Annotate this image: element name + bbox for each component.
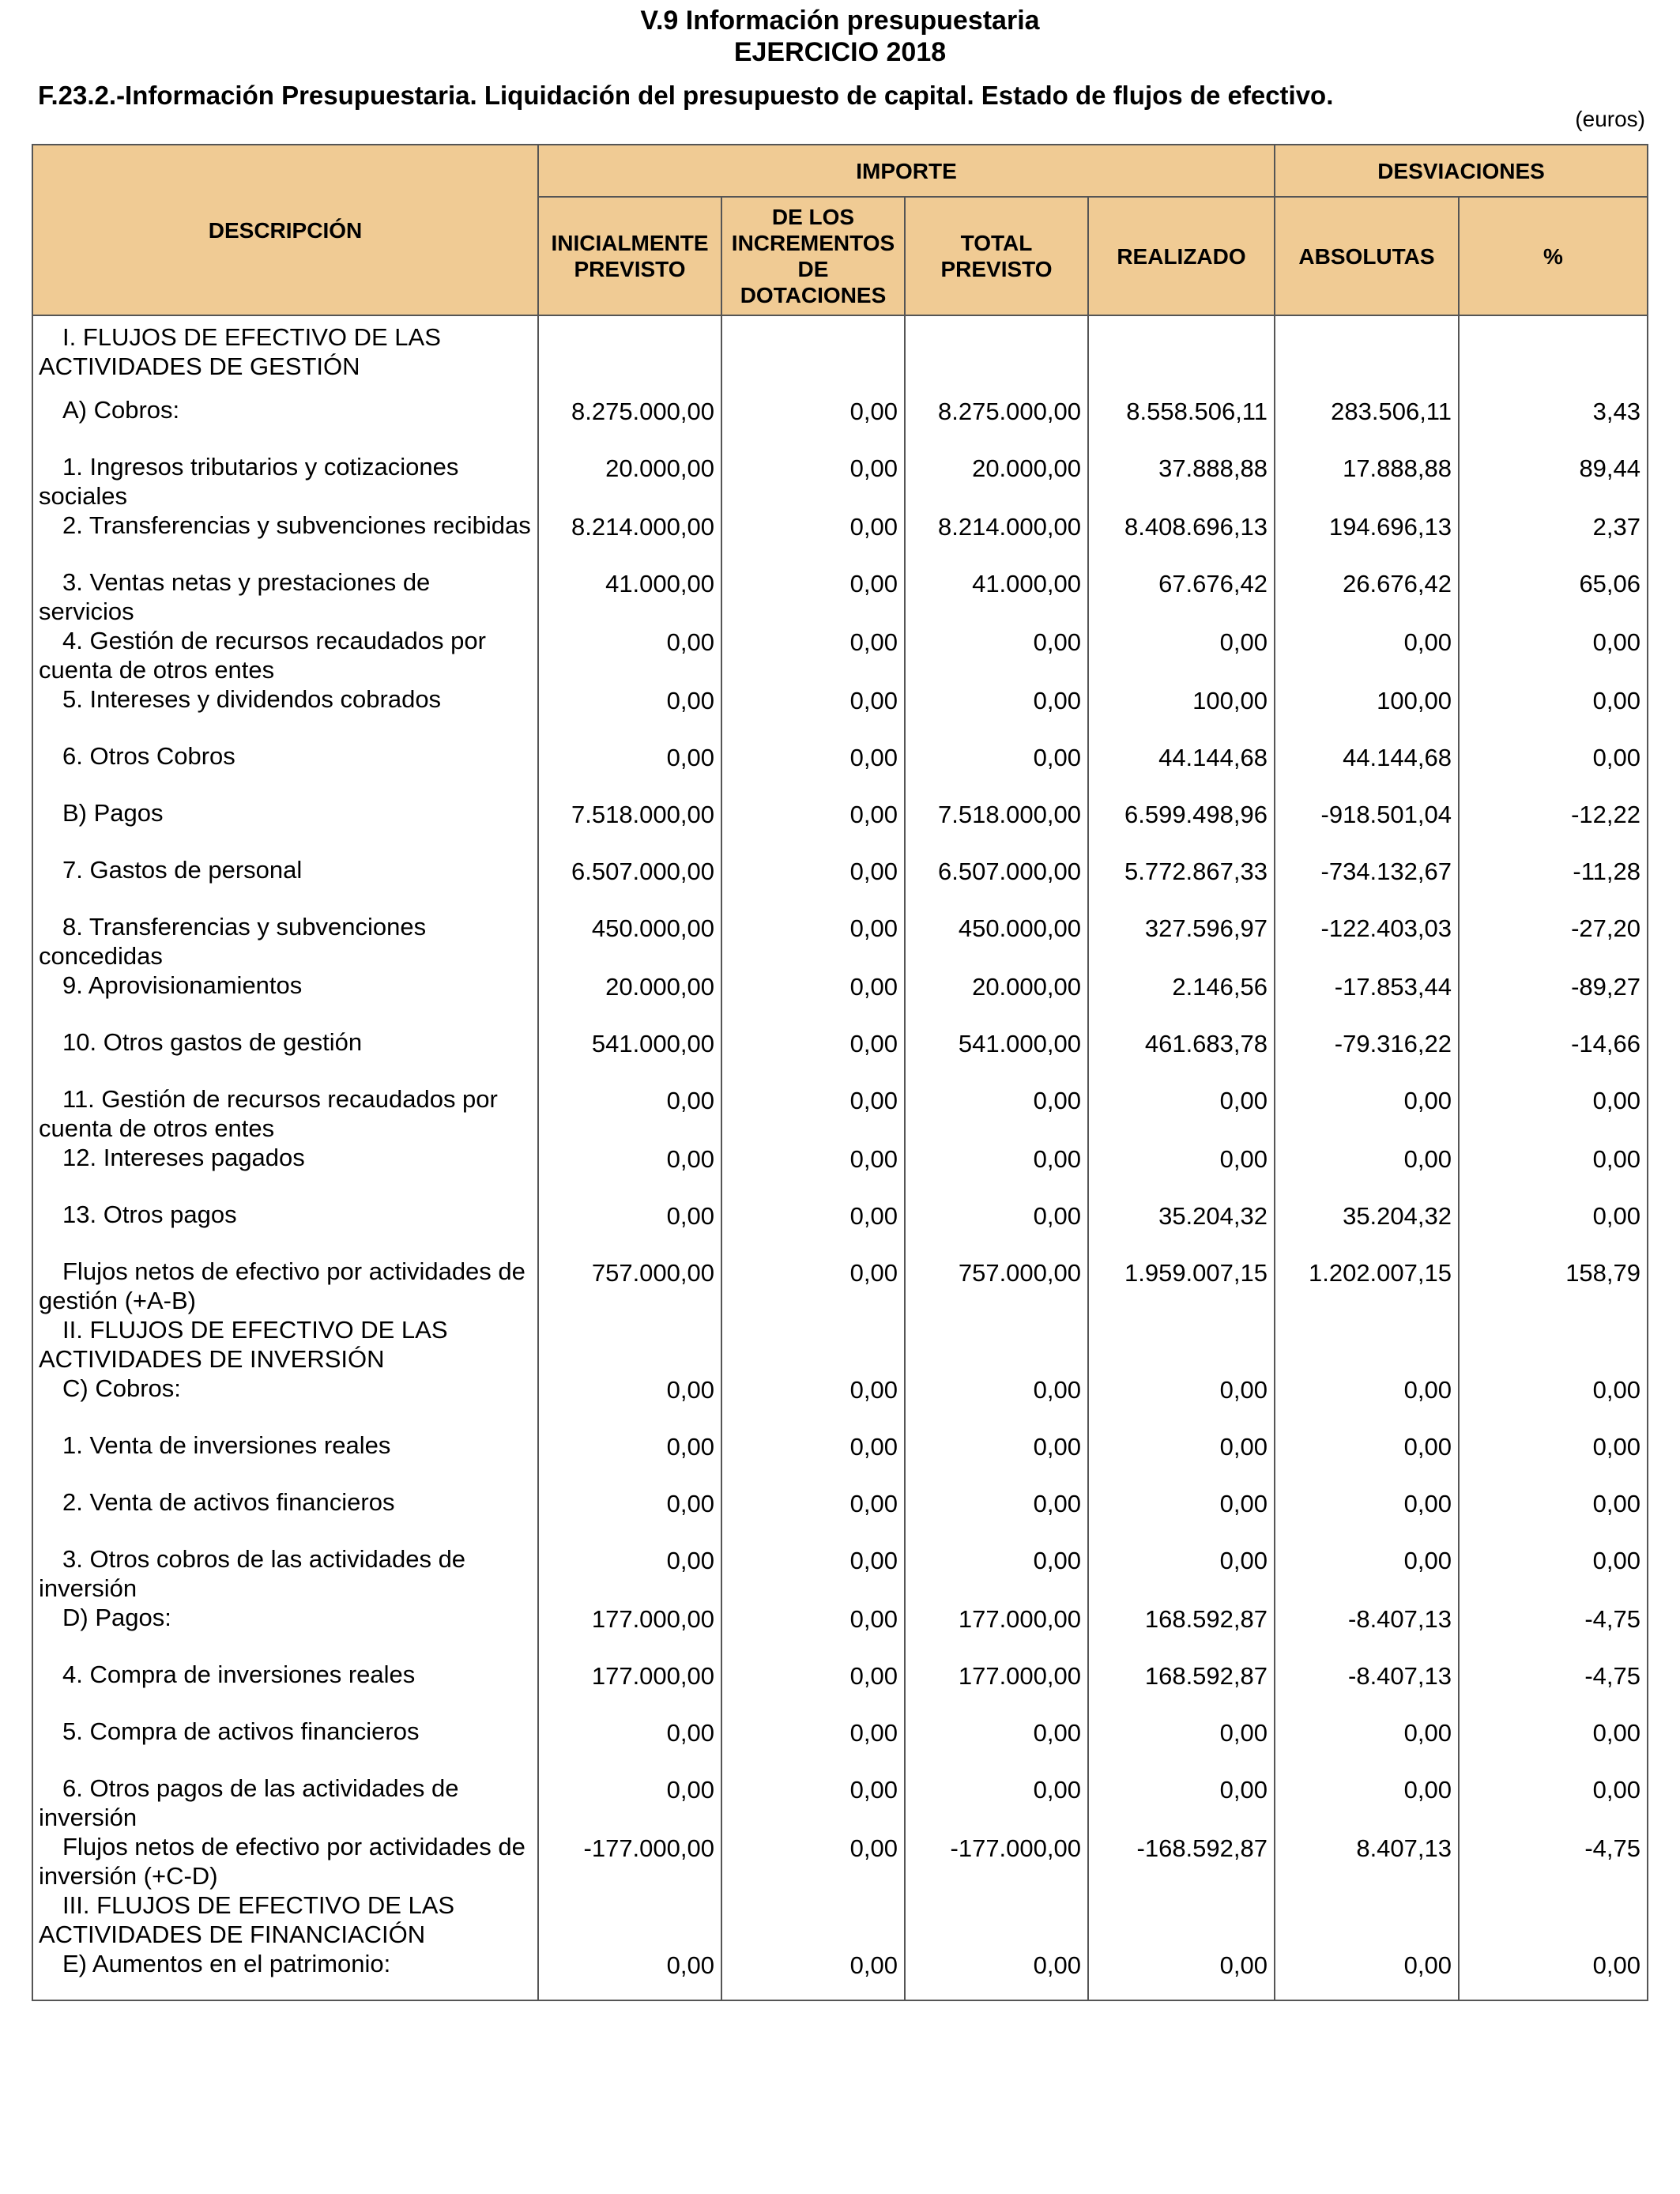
row-description: E) Aumentos en el patrimonio: (32, 1949, 538, 2000)
row-value: 100,00 (1088, 684, 1275, 741)
row-value (1459, 315, 1648, 395)
row-value: 89,44 (1459, 452, 1648, 511)
row-value: 0,00 (721, 912, 905, 971)
row-value: 0,00 (1088, 626, 1275, 684)
row-description: II. FLUJOS DE EFECTIVO DE LAS ACTIVIDADES DE INVERSIÓN (32, 1315, 538, 1374)
row-description: B) Pagos (32, 798, 538, 855)
row-description: 6. Otros Cobros (32, 741, 538, 798)
col-descripcion: DESCRIPCIÓN (32, 145, 538, 315)
row-description: 7. Gastos de personal (32, 855, 538, 912)
row-value: -89,27 (1459, 971, 1648, 1027)
table-row (32, 315, 1648, 395)
row-value: 0,00 (1459, 684, 1648, 741)
row-value (721, 315, 905, 395)
row-value: 0,00 (905, 1374, 1088, 1431)
row-description: I. FLUJOS DE EFECTIVO DE LAS ACTIVIDADES DE GESTIÓN (32, 315, 538, 395)
row-value: 757.000,00 (538, 1257, 721, 1315)
table-row (32, 1891, 1648, 1949)
row-value: 0,00 (1275, 1544, 1459, 1603)
row-description: 5. Intereses y dividendos cobrados (32, 684, 538, 741)
row-value: -17.853,44 (1275, 971, 1459, 1027)
row-value: 0,00 (721, 684, 905, 741)
row-description: 13. Otros pagos (32, 1200, 538, 1257)
row-value: 2.146,56 (1088, 971, 1275, 1027)
col-incrementos-dotaciones: DE LOS INCREMENTOS DE DOTACIONES (721, 197, 905, 315)
row-value (1088, 315, 1275, 395)
row-value: 0,00 (721, 971, 905, 1027)
row-description: III. FLUJOS DE EFECTIVO DE LAS ACTIVIDADES DE FINANCIACIÓN (32, 1891, 538, 1949)
row-value (1459, 1891, 1648, 1949)
row-value: 8.407,13 (1275, 1832, 1459, 1891)
row-value: 0,00 (1459, 1949, 1648, 2000)
row-value: 1.959.007,15 (1088, 1257, 1275, 1315)
row-value: -168.592,87 (1088, 1832, 1275, 1891)
row-value: -122.403,03 (1275, 912, 1459, 971)
table-row (32, 1027, 1648, 1084)
row-value: 0,00 (1088, 1431, 1275, 1487)
row-value: 0,00 (1275, 1084, 1459, 1143)
row-value: 6.507.000,00 (905, 855, 1088, 912)
row-value (721, 1315, 905, 1374)
row-value: 0,00 (721, 1431, 905, 1487)
row-value: 8.408.696,13 (1088, 511, 1275, 567)
row-description: 6. Otros pagos de las actividades de inversión (32, 1774, 538, 1832)
row-value: 0,00 (721, 1660, 905, 1717)
col-absolutas: ABSOLUTAS (1275, 197, 1459, 315)
row-value: 0,00 (905, 1431, 1088, 1487)
row-value: 0,00 (721, 1027, 905, 1084)
row-value: 0,00 (905, 1717, 1088, 1774)
row-value: 20.000,00 (538, 452, 721, 511)
row-value: 0,00 (905, 684, 1088, 741)
row-value: 0,00 (905, 1084, 1088, 1143)
table-row (32, 395, 1648, 452)
row-description: 3. Otros cobros de las actividades de inversión (32, 1544, 538, 1603)
row-value: 0,00 (905, 1200, 1088, 1257)
row-value: -734.132,67 (1275, 855, 1459, 912)
row-value: 177.000,00 (538, 1660, 721, 1717)
table-row (32, 1084, 1648, 1143)
row-value: -79.316,22 (1275, 1027, 1459, 1084)
col-group-desviaciones: DESVIACIONES (1275, 145, 1648, 197)
row-value: 283.506,11 (1275, 395, 1459, 452)
row-value (905, 1315, 1088, 1374)
col-realizado: REALIZADO (1088, 197, 1275, 315)
row-value: 0,00 (1459, 1431, 1648, 1487)
row-value: 0,00 (1275, 1487, 1459, 1544)
row-value: 541.000,00 (538, 1027, 721, 1084)
row-value: -177.000,00 (538, 1832, 721, 1891)
row-description: 12. Intereses pagados (32, 1143, 538, 1200)
row-value: 0,00 (1088, 1143, 1275, 1200)
row-value: 17.888,88 (1275, 452, 1459, 511)
row-value: 0,00 (721, 1603, 905, 1660)
row-value: -177.000,00 (905, 1832, 1088, 1891)
row-description: Flujos netos de efectivo por actividades de inversión (+C-D) (32, 1832, 538, 1891)
row-value: 0,00 (538, 1487, 721, 1544)
row-value: 0,00 (538, 1143, 721, 1200)
row-value: -14,66 (1459, 1027, 1648, 1084)
row-value: 8.275.000,00 (905, 395, 1088, 452)
row-value: 0,00 (1459, 1487, 1648, 1544)
row-description: 1. Venta de inversiones reales (32, 1431, 538, 1487)
row-value: 8.558.506,11 (1088, 395, 1275, 452)
row-value: 0,00 (905, 1143, 1088, 1200)
row-value: 44.144,68 (1275, 741, 1459, 798)
row-value: 757.000,00 (905, 1257, 1088, 1315)
header-row-groups (32, 145, 1648, 197)
row-description: 4. Gestión de recursos recaudados por cuenta de otros entes (32, 626, 538, 684)
row-value: 0,00 (538, 1774, 721, 1832)
row-value: 0,00 (721, 1487, 905, 1544)
table-row (32, 684, 1648, 741)
row-value: 0,00 (1275, 1949, 1459, 2000)
table-row (32, 1717, 1648, 1774)
row-value: 0,00 (1088, 1544, 1275, 1603)
cash-flow-table (32, 144, 1648, 2001)
row-value: 0,00 (538, 1084, 721, 1143)
row-value: 0,00 (721, 1200, 905, 1257)
row-value: 65,06 (1459, 567, 1648, 626)
row-value: 8.214.000,00 (538, 511, 721, 567)
exercise-year: EJERCICIO 2018 (733, 37, 947, 67)
row-value (538, 1315, 721, 1374)
table-row (32, 855, 1648, 912)
row-value: 0,00 (721, 1143, 905, 1200)
table-row (32, 626, 1648, 684)
row-value: 177.000,00 (905, 1603, 1088, 1660)
row-value: 0,00 (1275, 1431, 1459, 1487)
row-value: 6.507.000,00 (538, 855, 721, 912)
row-value: 0,00 (905, 741, 1088, 798)
row-value: 8.214.000,00 (905, 511, 1088, 567)
row-value: 0,00 (1459, 1717, 1648, 1774)
row-value: 177.000,00 (538, 1603, 721, 1660)
table-row (32, 1374, 1648, 1431)
row-value (905, 1891, 1088, 1949)
row-value: 0,00 (721, 855, 905, 912)
row-value: 0,00 (1459, 1084, 1648, 1143)
row-value (1275, 315, 1459, 395)
row-value: 0,00 (721, 1374, 905, 1431)
row-value: 35.204,32 (1088, 1200, 1275, 1257)
table-row (32, 1143, 1648, 1200)
row-value: 0,00 (538, 1717, 721, 1774)
row-value (905, 315, 1088, 395)
row-description: Flujos netos de efectivo por actividades de gestión (+A-B) (32, 1257, 538, 1315)
row-value: 0,00 (721, 1257, 905, 1315)
row-value: 0,00 (1459, 1544, 1648, 1603)
row-value: 168.592,87 (1088, 1660, 1275, 1717)
row-value: 158,79 (1459, 1257, 1648, 1315)
row-value: -8.407,13 (1275, 1603, 1459, 1660)
row-value: 0,00 (1459, 1143, 1648, 1200)
table-row (32, 511, 1648, 567)
row-value (1088, 1315, 1275, 1374)
row-value: 0,00 (905, 1949, 1088, 2000)
row-value (1275, 1315, 1459, 1374)
row-value: 0,00 (1275, 1143, 1459, 1200)
table-row (32, 1315, 1648, 1374)
row-value: 177.000,00 (905, 1660, 1088, 1717)
row-value: 37.888,88 (1088, 452, 1275, 511)
row-value: 26.676,42 (1275, 567, 1459, 626)
row-value: 0,00 (721, 1084, 905, 1143)
row-value: -27,20 (1459, 912, 1648, 971)
row-description: 11. Gestión de recursos recaudados por cuenta de otros entes (32, 1084, 538, 1143)
row-value: 67.676,42 (1088, 567, 1275, 626)
row-value: 0,00 (721, 626, 905, 684)
row-description: 5. Compra de activos financieros (32, 1717, 538, 1774)
row-value: 0,00 (538, 1949, 721, 2000)
row-value: 41.000,00 (905, 567, 1088, 626)
row-value: 0,00 (905, 1544, 1088, 1603)
table-row (32, 798, 1648, 855)
row-value: 3,43 (1459, 395, 1648, 452)
table-row (32, 971, 1648, 1027)
row-description: 8. Transferencias y subvenciones concedidas (32, 912, 538, 971)
table-row (32, 1544, 1648, 1603)
row-description: 2. Venta de activos financieros (32, 1487, 538, 1544)
row-value: 0,00 (721, 567, 905, 626)
report-subtitle: F.23.2.-Información Presupuestaria. Liquidación del presupuesto de capital. Estado de flujos de efectivo. (38, 81, 1334, 110)
row-value: 0,00 (905, 626, 1088, 684)
row-value: 0,00 (1088, 1374, 1275, 1431)
row-value: 0,00 (1459, 1774, 1648, 1832)
row-value: 0,00 (721, 1949, 905, 2000)
col-inicialmente-previsto: INICIALMENTE PREVISTO (538, 197, 721, 315)
row-value (1275, 1891, 1459, 1949)
row-value: 0,00 (721, 1544, 905, 1603)
row-value: 541.000,00 (905, 1027, 1088, 1084)
row-value: 0,00 (1459, 1374, 1648, 1431)
table-row (32, 1603, 1648, 1660)
row-value (538, 1891, 721, 1949)
row-value: 7.518.000,00 (538, 798, 721, 855)
table-row (32, 567, 1648, 626)
table-row (32, 1200, 1648, 1257)
row-value: 0,00 (538, 1374, 721, 1431)
units-label: (euros) (1575, 107, 1645, 131)
row-value: 0,00 (721, 1774, 905, 1832)
row-value: 0,00 (1459, 741, 1648, 798)
row-value: -4,75 (1459, 1603, 1648, 1660)
row-value: 20.000,00 (538, 971, 721, 1027)
row-value: 0,00 (905, 1487, 1088, 1544)
row-value: 6.599.498,96 (1088, 798, 1275, 855)
row-value: 0,00 (538, 1200, 721, 1257)
table-row (32, 1832, 1648, 1891)
table-row (32, 1774, 1648, 1832)
row-value (1088, 1891, 1275, 1949)
row-value: 461.683,78 (1088, 1027, 1275, 1084)
col-total-previsto: TOTAL PREVISTO (905, 197, 1088, 315)
row-value: 8.275.000,00 (538, 395, 721, 452)
row-value: 0,00 (721, 511, 905, 567)
row-description: 10. Otros gastos de gestión (32, 1027, 538, 1084)
row-value: -4,75 (1459, 1660, 1648, 1717)
row-value (721, 1891, 905, 1949)
page-title: V.9 Información presupuestaria (640, 6, 1040, 36)
row-value: 5.772.867,33 (1088, 855, 1275, 912)
row-value: 0,00 (1275, 1717, 1459, 1774)
row-description: C) Cobros: (32, 1374, 538, 1431)
row-value (538, 315, 721, 395)
row-value: 0,00 (1088, 1774, 1275, 1832)
row-value: -918.501,04 (1275, 798, 1459, 855)
row-value: 7.518.000,00 (905, 798, 1088, 855)
row-description: A) Cobros: (32, 395, 538, 452)
row-value: 0,00 (538, 684, 721, 741)
row-value: 0,00 (1088, 1717, 1275, 1774)
row-value: 20.000,00 (905, 452, 1088, 511)
row-description: 9. Aprovisionamientos (32, 971, 538, 1027)
row-value: 0,00 (1275, 1774, 1459, 1832)
row-value: 0,00 (538, 1544, 721, 1603)
row-value: 0,00 (538, 1431, 721, 1487)
table-row (32, 741, 1648, 798)
row-value: -8.407,13 (1275, 1660, 1459, 1717)
row-description: 1. Ingresos tributarios y cotizaciones sociales (32, 452, 538, 511)
row-value: 35.204,32 (1275, 1200, 1459, 1257)
row-value: 327.596,97 (1088, 912, 1275, 971)
row-description: 3. Ventas netas y prestaciones de servicios (32, 567, 538, 626)
row-description: 4. Compra de inversiones reales (32, 1660, 538, 1717)
row-value: 450.000,00 (905, 912, 1088, 971)
table-row (32, 1431, 1648, 1487)
row-value (1459, 1315, 1648, 1374)
row-value: 0,00 (721, 452, 905, 511)
row-value: 0,00 (1088, 1949, 1275, 2000)
row-value: 0,00 (1088, 1487, 1275, 1544)
row-value: 20.000,00 (905, 971, 1088, 1027)
col-porcentaje: % (1459, 197, 1648, 315)
col-group-importe: IMPORTE (538, 145, 1275, 197)
table-row (32, 1487, 1648, 1544)
table-row (32, 1660, 1648, 1717)
row-value: 0,00 (1275, 1374, 1459, 1431)
row-value: 0,00 (538, 741, 721, 798)
row-value: 1.202.007,15 (1275, 1257, 1459, 1315)
row-value: -11,28 (1459, 855, 1648, 912)
row-value: 0,00 (1459, 626, 1648, 684)
table-row (32, 1949, 1648, 2000)
table-row (32, 452, 1648, 511)
row-value: 41.000,00 (538, 567, 721, 626)
table-row (32, 1257, 1648, 1315)
row-value: 2,37 (1459, 511, 1648, 567)
row-value: 0,00 (721, 395, 905, 452)
row-value: 168.592,87 (1088, 1603, 1275, 1660)
row-value: 0,00 (721, 741, 905, 798)
row-value: -4,75 (1459, 1832, 1648, 1891)
row-value: 194.696,13 (1275, 511, 1459, 567)
row-value: 450.000,00 (538, 912, 721, 971)
row-value: 0,00 (905, 1774, 1088, 1832)
table-row (32, 912, 1648, 971)
row-value: 0,00 (538, 626, 721, 684)
row-value: 0,00 (1088, 1084, 1275, 1143)
row-value: 0,00 (721, 798, 905, 855)
row-description: 2. Transferencias y subvenciones recibidas (32, 511, 538, 567)
row-value: -12,22 (1459, 798, 1648, 855)
row-description: D) Pagos: (32, 1603, 538, 1660)
row-value: 0,00 (1275, 626, 1459, 684)
row-value: 100,00 (1275, 684, 1459, 741)
row-value: 0,00 (721, 1717, 905, 1774)
row-value: 0,00 (1459, 1200, 1648, 1257)
row-value: 44.144,68 (1088, 741, 1275, 798)
row-value: 0,00 (721, 1832, 905, 1891)
